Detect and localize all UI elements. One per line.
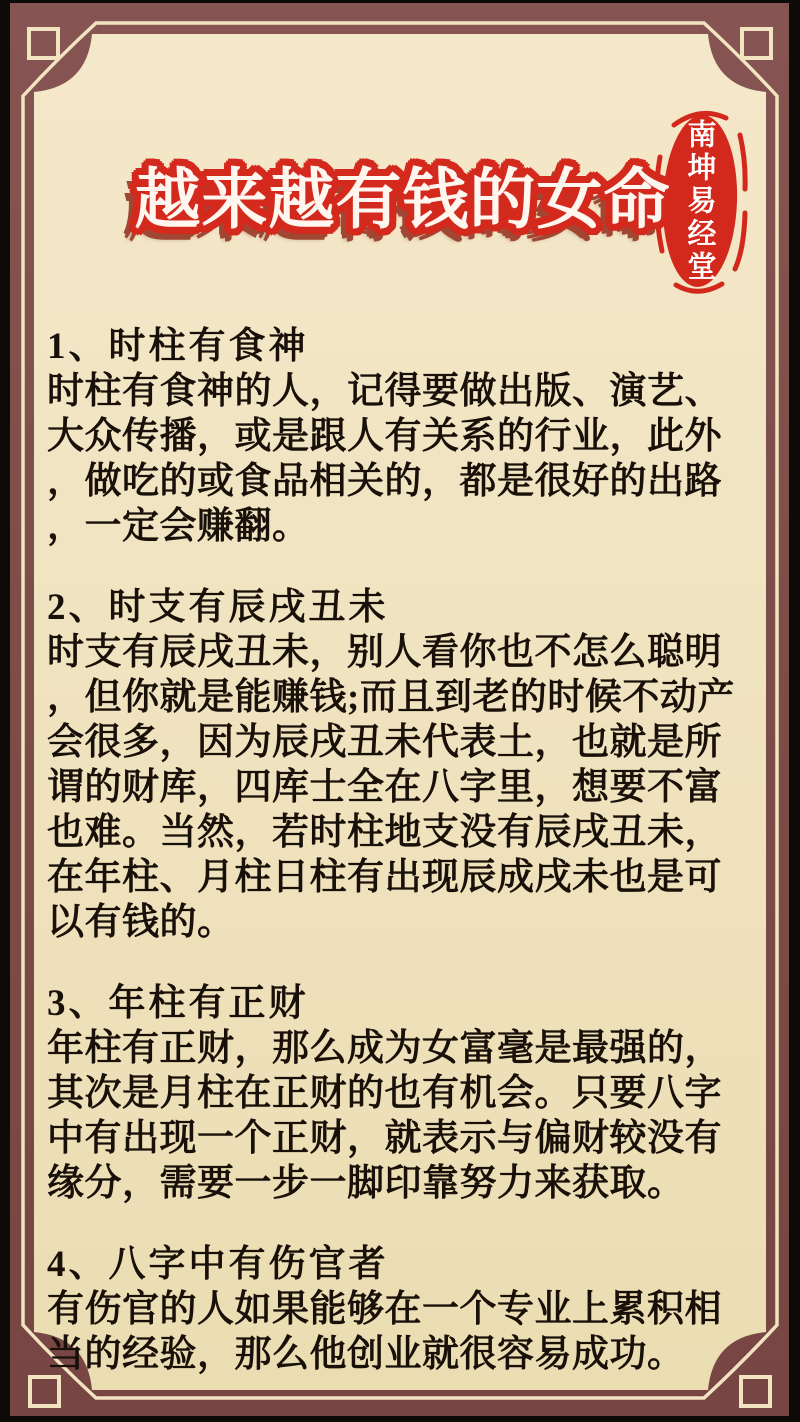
body-line: 中有出现一个正财，就表示与偏财较没有 [47,1118,722,1159]
body-line: 当的经验，那么他创业就很容易成功。 [47,1334,685,1375]
section-heading: 3、年柱有正财 [47,983,309,1024]
body-line: 年柱有正财，那么成为女富毫是最强的， [47,1028,722,1069]
body-line: ，但你就是能赚钱;而且到老的时候不动产 [47,677,735,718]
section-2 [47,585,753,945]
body-line: 大众传播，或是跟人有关系的行业，此外 [47,416,722,457]
body-line: 有伤官的人如果能够在一个专业上累积相 [47,1289,722,1330]
section-4 [47,1242,753,1377]
body-line: 缘分，需要一步一脚印靠努力来获取。 [47,1163,685,1204]
body-line: 以有钱的。 [47,902,235,943]
body-line: 在年柱、月柱日柱有出现辰成戌未也是可 [47,857,722,898]
article-body [47,324,753,1413]
body-line: 时柱有食神的人，记得要做出版、演艺、 [47,371,722,412]
poster-title: 越来越有钱的女命 [134,164,671,237]
body-line: ，一定会赚翻。 [47,506,310,547]
section-heading: 1、时柱有食神 [47,326,309,367]
body-line: 也难。当然，若时柱地支没有辰戌丑未， [47,812,722,853]
body-line: 谓的财库，四库士全在八字里，想要不富 [47,767,722,808]
section-heading: 2、时支有辰戌丑未 [47,587,389,628]
seal-text: 南坤易经堂 [683,118,716,284]
body-line: 其次是月柱在正财的也有机会。只要八字 [47,1073,722,1114]
body-line: 时支有辰戌丑未，别人看你也不怎么聪明 [47,632,722,673]
body-line: 会很多，因为辰戌丑未代表土，也就是所 [47,722,722,763]
section-3 [47,981,753,1206]
body-line: ，做吃的或食品相关的，都是很好的出路 [47,461,722,502]
section-1 [47,324,753,549]
section-heading: 4、八字中有伤官者 [47,1244,389,1285]
